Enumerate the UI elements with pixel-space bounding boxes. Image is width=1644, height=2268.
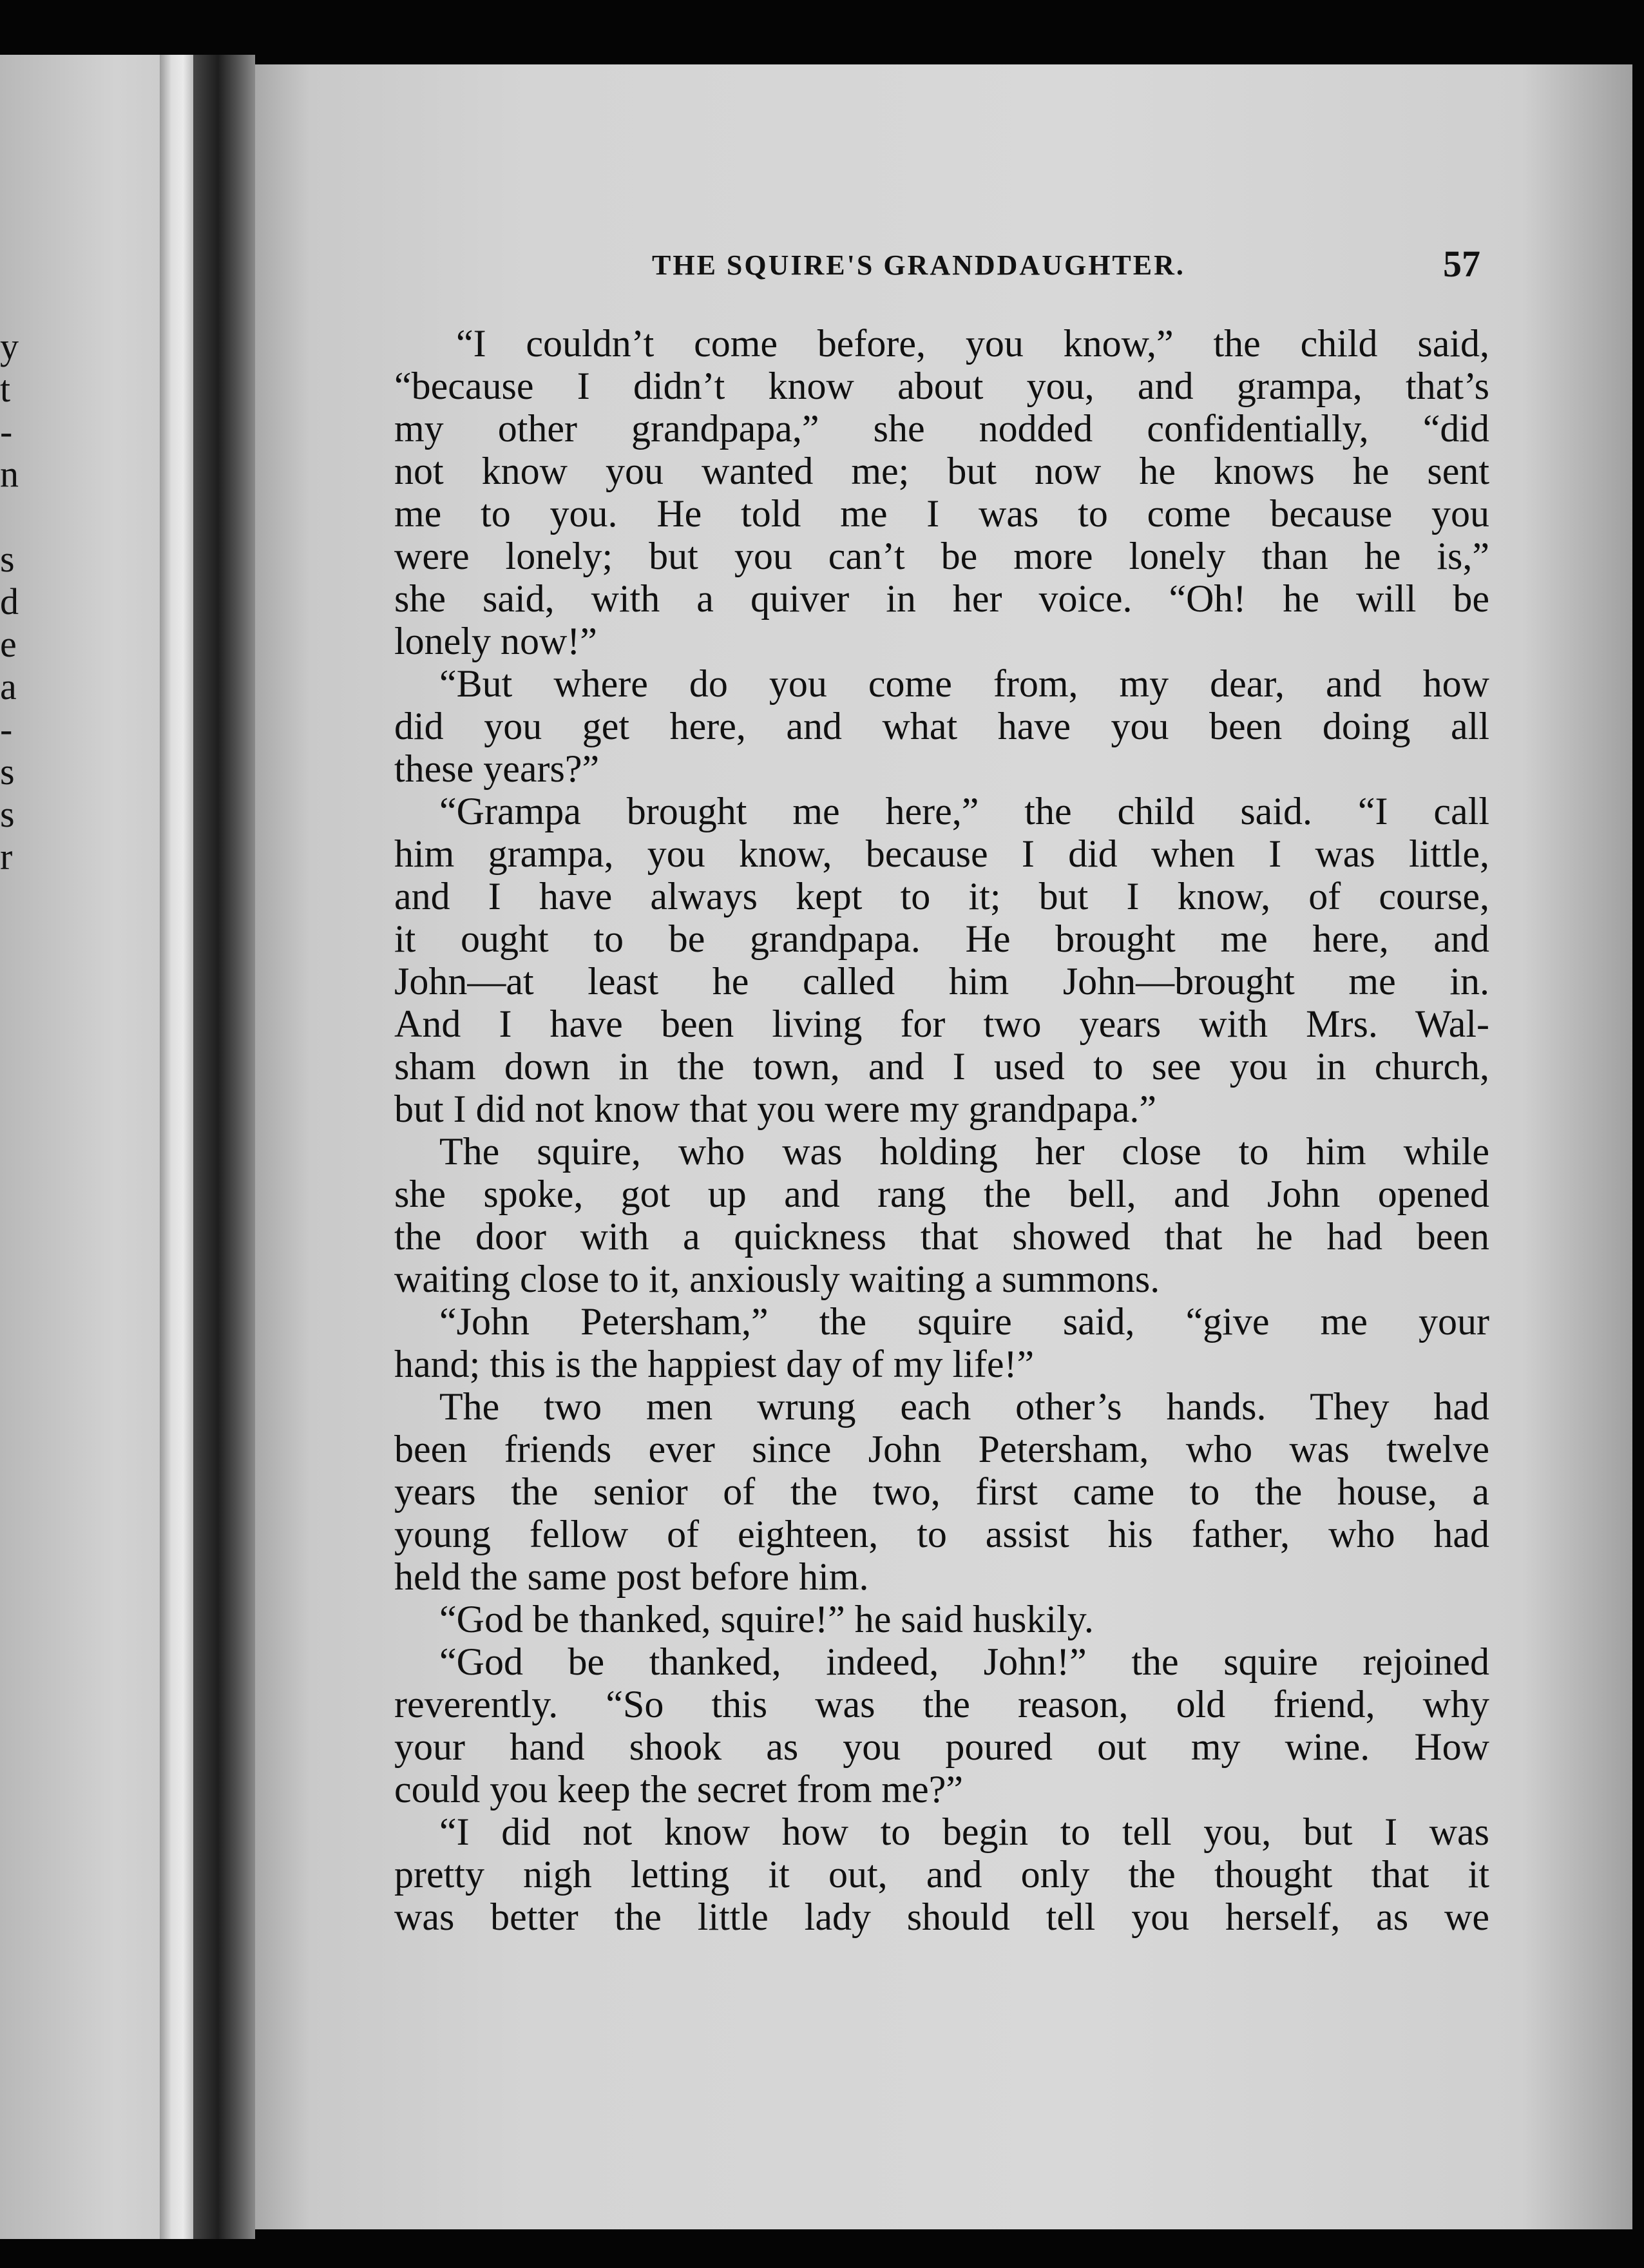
left-fragment	[0, 495, 21, 538]
text-line: your hand shook as you poured out my wine. How	[394, 1725, 1489, 1768]
left-fragment: s	[0, 751, 15, 793]
text-line: she said, with a quiver in her voice. “Oh! he will be	[394, 577, 1489, 620]
left-fragment: e	[0, 623, 17, 665]
text-line: and I have always kept to it; but I know, of course,	[394, 875, 1489, 918]
left-fragment: a	[0, 666, 17, 707]
text-line: reverently. “So this was the reason, old friend, why	[394, 1683, 1489, 1725]
text-line: him grampa, you know, because I did when I was little,	[394, 832, 1489, 875]
text-line: was better the little lady should tell you herself, as we	[394, 1896, 1489, 1938]
left-page	[0, 55, 193, 2239]
left-page-text-fragments	[0, 325, 21, 878]
text-line: John—at least he called him John—brought me in.	[394, 960, 1489, 1003]
left-fragment: -	[0, 410, 13, 452]
page-number: 57	[1443, 243, 1480, 285]
text-line: it ought to be grandpapa. He brought me here, and	[394, 918, 1489, 960]
left-fragment: r	[0, 836, 13, 878]
text-line: were lonely; but you can’t be more lonely than he is,”	[394, 535, 1489, 577]
text-line: “I couldn’t come before, you know,” the child said,	[456, 322, 1489, 365]
text-line: years the senior of the two, first came to the house, a	[394, 1470, 1489, 1513]
text-line: “I did not know how to begin to tell you, but I was	[439, 1811, 1489, 1853]
text-line: “But where do you come from, my dear, and how	[439, 662, 1489, 705]
text-line: “God be thanked, indeed, John!” the squire rejoined	[439, 1640, 1489, 1683]
text-line: held the same post before him.	[394, 1555, 869, 1598]
left-fragment: y	[0, 325, 19, 367]
text-line: young fellow of eighteen, to assist his father, who had	[394, 1513, 1489, 1555]
left-fragment: t	[0, 368, 11, 410]
body-text	[394, 322, 1489, 1938]
text-line: The two men wrung each other’s hands. They had	[439, 1385, 1489, 1428]
text-line: waiting close to it, anxiously waiting a summons.	[394, 1258, 1160, 1300]
text-line: “God be thanked, squire!” he said huskily.	[439, 1598, 1094, 1640]
text-line: been friends ever since John Petersham, who was twelve	[394, 1428, 1489, 1470]
text-line: “because I didn’t know about you, and grampa, that’s	[394, 365, 1489, 407]
text-line: “Grampa brought me here,” the child said. “I call	[439, 790, 1489, 832]
left-fragment: s	[0, 538, 15, 580]
text-line: could you keep the secret from me?”	[394, 1768, 963, 1811]
text-line: lonely now!”	[394, 620, 597, 662]
text-line: And I have been living for two years with Mrs. Wal-	[394, 1003, 1489, 1045]
left-page-edge	[160, 55, 193, 2239]
text-line: these years?”	[394, 747, 600, 790]
text-line: The squire, who was holding her close to him while	[439, 1130, 1489, 1173]
running-head: THE SQUIRE'S GRANDDAUGHTER.	[652, 249, 1185, 281]
text-line: the door with a quickness that showed that he had been	[394, 1215, 1489, 1258]
text-line: not know you wanted me; but now he knows he sent	[394, 450, 1489, 492]
left-fragment: n	[0, 453, 19, 495]
text-line: me to you. He told me I was to come because you	[394, 492, 1489, 535]
book-gutter	[193, 55, 255, 2239]
text-line: hand; this is the happiest day of my life!”	[394, 1343, 1035, 1385]
left-fragment: s	[0, 793, 15, 835]
text-line: my other grandpapa,” she nodded confidentially, “did	[394, 407, 1489, 450]
text-line: “John Petersham,” the squire said, “give me your	[439, 1300, 1489, 1343]
text-line: pretty nigh letting it out, and only the thought that it	[394, 1853, 1489, 1896]
text-line: did you get here, and what have you been doing all	[394, 705, 1489, 747]
text-line: sham down in the town, and I used to see you in church,	[394, 1045, 1489, 1088]
text-line: but I did not know that you were my grandpapa.”	[394, 1088, 1157, 1130]
left-fragment: d	[0, 581, 19, 622]
text-line: she spoke, got up and rang the bell, and John opened	[394, 1173, 1489, 1215]
left-fragment: -	[0, 708, 13, 750]
